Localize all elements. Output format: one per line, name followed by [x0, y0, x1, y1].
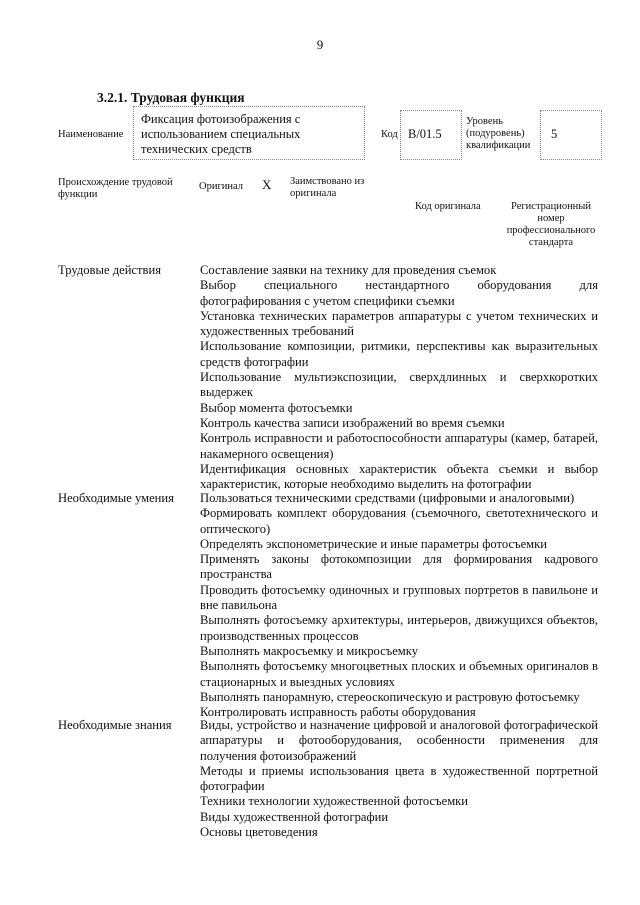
knowledge-item: Виды, устройство и назначение цифровой и аналоговой фотографической аппаратуры и фотооборудования, особенности применения для получения фотоизображений [200, 718, 598, 763]
page-number: 9 [316, 37, 324, 52]
level-label: Уровень (подуровень) квалификации [466, 116, 531, 151]
skill-item: Определять экспонометрические и иные параметры фотосъемки [200, 536, 547, 551]
labor-action-item: Использование мультиэкспозиции, сверхдлинных и сверхкоротких выдержек [200, 370, 598, 400]
labor-action-item: Идентификация основных характеристик объекта съемки и выбор характеристик, которые необходимо выделить на фотографии [200, 461, 598, 492]
labor-action-item: Выбор специального нестандартного оборудования для фотографирования с учетом специфики съемки [200, 278, 598, 308]
borrowed-label: Заимствовано из оригинала [290, 176, 365, 199]
labor-action-item: Контроль качества записи изображений во время съемки [200, 415, 505, 430]
skill-item: Проводить фотосъемку одиночных и групповых портретов в павильоне и вне павильона [200, 582, 598, 613]
labor-action-item: Выбор момента фотосъемки [200, 400, 353, 415]
code-label: Код [381, 129, 398, 140]
original-code-label: Код оригинала [415, 201, 481, 212]
skill-item: Выполнять макросъемку и микросъемку [200, 643, 419, 658]
registration-number-label: Регистрационный номер профессионального стандарта [506, 201, 596, 248]
skill-item: Применять законы фотокомпозиции для формирования кадрового пространства [200, 552, 598, 582]
labor-actions-list [200, 263, 598, 492]
skill-item: Контролировать исправность работы оборудования [200, 705, 476, 720]
knowledge-item: Основы цветоведения [200, 825, 318, 840]
name-value: Фиксация фотоизображения с использованием специальных технических средств [141, 112, 301, 156]
skill-item: Выполнять панорамную, стереоскопическую и растровую фотосъемку [200, 689, 580, 704]
labor-action-item: Контроль исправности и работоспособности аппаратуры (камер, батарей, накамерного освещения) [200, 431, 598, 461]
skills-label: Необходимые умения [58, 491, 174, 505]
labor-action-item: Составление заявки на технику для проведения съемок [200, 263, 497, 277]
knowledge-item: Техники технологии художественной фотосъемки [200, 794, 469, 809]
level-box [540, 110, 602, 160]
knowledge-list [200, 718, 598, 840]
knowledge-item: Виды художественной фотографии [200, 809, 389, 824]
labor-actions-label: Трудовые действия [58, 263, 162, 277]
skills-list [200, 491, 598, 720]
original-label: Оригинал [199, 181, 243, 192]
skill-item: Выполнять фотосъемку архитектуры, интерьеров, движущихся объектов, производственных процессов [200, 613, 598, 643]
knowledge-label: Необходимые знания [58, 718, 172, 732]
labor-action-item: Установка технических параметров аппаратуры с учетом технических и художественных требований [200, 308, 598, 339]
name-label: Наименование [58, 129, 124, 140]
labor-action-item: Использование композиции, ритмики, перспективы как выразительных средств фотографии [200, 339, 598, 369]
skill-item: Выполнять фотосъемку многоцветных плоских и объемных оригиналов в стационарных и выездных условиях [200, 659, 598, 689]
knowledge-item: Методы и приемы использования цвета в художественной портретной фотографии [200, 763, 598, 794]
original-mark: X [262, 177, 272, 192]
section-title: 3.2.1. Трудовая функция [97, 90, 245, 105]
code-value: B/01.5 [408, 127, 442, 141]
origin-label: Происхождение трудовой функции [58, 177, 173, 200]
level-value: 5 [551, 127, 558, 141]
skill-item: Пользоваться техническими средствами (цифровыми и аналоговыми) [200, 491, 575, 505]
skill-item: Формировать комплект оборудования (съемочного, светотехнического и оптического) [200, 506, 598, 536]
